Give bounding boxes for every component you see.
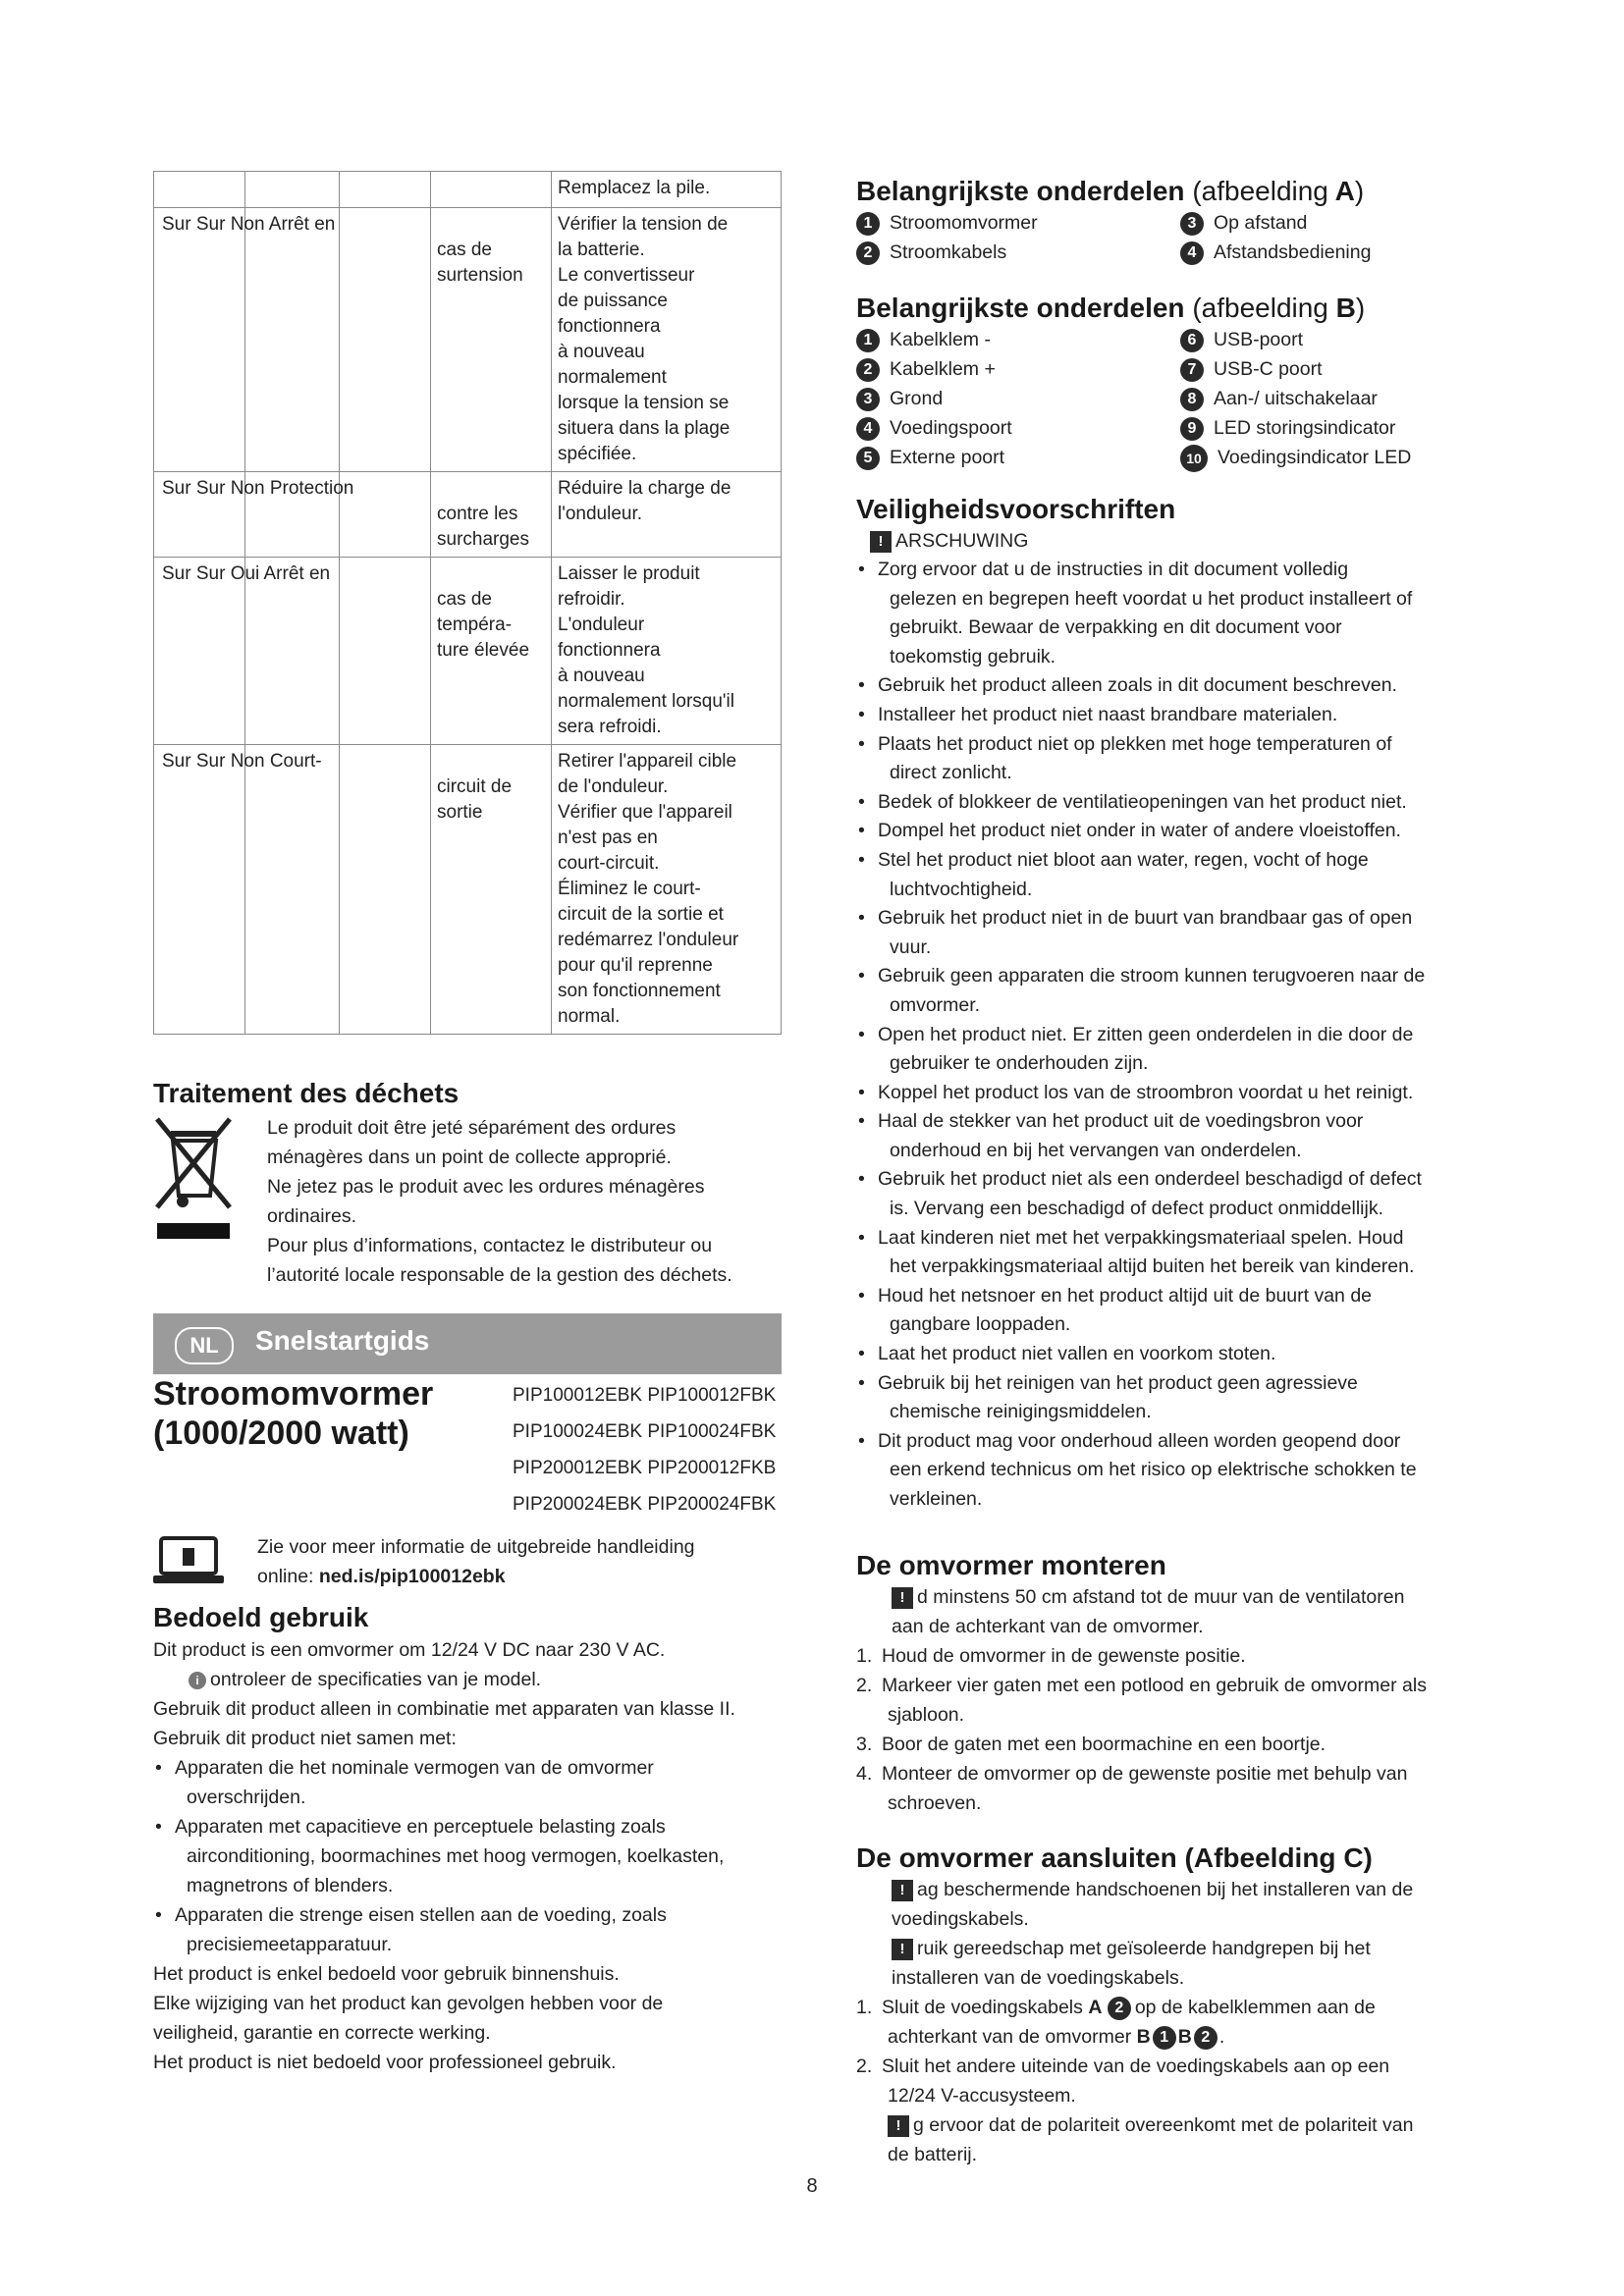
intended-use-title: Bedoeld gebruik (153, 1602, 369, 1632)
list-item: • Houd het netsnoer en het product altijd uit de buurt van de gangbare looppaden. (858, 1284, 1373, 1336)
list-item: 6 USB-poort (1180, 325, 1485, 354)
warning-icon: ! (892, 1587, 913, 1609)
parts-b-section (856, 292, 1485, 472)
safety-title: Veiligheidsvoorschriften (856, 494, 1176, 524)
callout-1-icon: 1 (1153, 2026, 1176, 2050)
list-item: • Gebruik het product alleen zoals in dit document beschreven. (858, 674, 1397, 697)
list-item: 3. Boor de gaten met een boormachine en een boortje. (856, 1734, 1326, 1755)
callout-2-icon: 2 (1194, 2026, 1218, 2050)
list-item: • Apparaten met capacitieve en perceptuele belasting zoals airconditioning, boormachines met hoog vermogen, koelkasten, magnetrons of blenders. (155, 1816, 725, 1896)
laptop-info-icon (153, 1536, 224, 1585)
parts-a-section (856, 175, 1485, 267)
list-item: 3 Op afstand (1180, 208, 1485, 238)
list-item: • Haal de stekker van het product uit de voedingsbron voor onderhoud en bij het vervangen van onderdelen. (858, 1110, 1364, 1161)
list-item: • Koppel het product los van de stroombron voordat u het reinigt. (858, 1081, 1414, 1103)
list-item: • Zorg ervoor dat u de instructies in dit document volledig gelezen en begrepen heeft voordat u het product installeert of gebruikt. Bewaar de verpakking en dit document voor toekomstig gebruik. (858, 559, 1413, 667)
waste-text: Le produit doit être jeté séparément des ordures ménagères dans un point de collecte approprié. Ne jetez pas le produit avec les ordures ménagères ordinaires. Pour plus d’informations, contactez le distributeur ou l’autorité locale responsable de la gestion des déchets. (267, 1117, 732, 1286)
wheelie-bin-crossed-icon (153, 1115, 236, 1243)
list-item: 1 Kabelklem - (856, 325, 1180, 354)
language-badge: NL (175, 1327, 234, 1364)
list-item: 1. Sluit de voedingskabels A 2 op de kabelklemmen aan de achterkant van de omvormer B 1 B 2 . (856, 1997, 1376, 2048)
waste-title: Traitement des déchets (153, 1078, 460, 1108)
table-cell-lead: Sur Sur Non Protection (162, 478, 354, 499)
page-number: 8 (806, 2175, 818, 2197)
waste-section (153, 1078, 459, 1109)
parts-b-title: Belangrijkste onderdelen (afbeelding B) (856, 293, 1366, 323)
section-banner (153, 1313, 782, 1374)
list-item: • Apparaten die het nominale vermogen van de omvormer overschrijden. (155, 1757, 654, 1808)
list-item: • Laat het product niet vallen en voorkom stoten. (858, 1343, 1276, 1365)
list-item: • Bedek of blokkeer de ventilatieopeningen van het product niet. (858, 790, 1407, 813)
list-item: 3 Grond (856, 384, 1180, 413)
banner-title: Snelstartgids (255, 1325, 430, 1356)
intended-use-section: Bedoeld gebruik Dit product is een omvormer om 12/24 V DC naar 230 V AC. i ontroleer de specificaties van je model. Gebruik dit product alleen in combinatie met apparaten van klasse II. Gebruik dit product niet samen met: • Apparaten die het nominale vermogen van de omvormer overschrijden. • Apparaten met capacitieve en perceptuele belasting zoals airconditioning, boormachines met hoog vermogen, koelkasten, magnetrons of blenders. • Apparaten die strenge eisen stellen aan de voeding, zoals precisiemeetapparatuur. Het product is enkel bedoeld voor gebruik binnenshuis. Elke wijziging van het product kan gevolgen hebben voor de veiligheid, garantie en correcte werking. Het product is niet bedoeld voor professioneel gebruik. (153, 1602, 782, 2077)
table-row (154, 208, 782, 472)
list-item: 7 USB-C poort (1180, 354, 1485, 384)
mount-title: De omvormer monteren (856, 1550, 1166, 1580)
parts-a-title: Belangrijkste onderdelen (afbeelding A) (856, 176, 1365, 206)
list-item: • Gebruik het product niet als een onderdeel beschadigd of defect is. Vervang een beschadigd of defect product onmiddellijk. (858, 1168, 1422, 1220)
list-item: 10 Voedingsindicator LED (1180, 443, 1485, 472)
parts-a-list (856, 208, 1485, 267)
list-item: • Stel het product niet bloot aan water, regen, vocht of hoge luchtvochtigheid. (858, 848, 1369, 900)
list-item: • Gebruik bij het reinigen van het product geen agressieve chemische reinigingsmiddelen. (858, 1371, 1358, 1423)
list-item: • Gebruik het product niet in de buurt van brandbaar gas of open vuur. (858, 907, 1413, 958)
list-item: 1 Stroomomvormer (856, 208, 1180, 238)
list-item: • Gebruik geen apparaten die stroom kunnen terugvoeren naar de omvormer. (858, 965, 1426, 1016)
list-item: 4 Voedingspoort (856, 413, 1180, 443)
warning-icon: ! (870, 531, 892, 553)
list-item: 9 LED storingsindicator (1180, 413, 1485, 443)
callout-2-icon: 2 (1108, 1997, 1131, 2020)
mount-section (856, 1549, 1485, 1818)
table-cell-condition: contre les surcharges (431, 472, 552, 558)
manual-link[interactable]: ned.is/pip100012ebk (318, 1566, 506, 1587)
table-cell-lead: Sur Sur Non Court- (162, 751, 322, 772)
mount-note: ! d minstens 50 cm afstand tot de muur van de ventilatoren aan de achterkant van de omvormer. (892, 1586, 1405, 1637)
table-cell-solution: Vérifier la tension de la batterie. Le convertisseur de puissance fonctionnera à nouveau normalement lorsque la tension se situera dans la plage spécifiée. (552, 208, 782, 472)
table-cell-solution: Retirer l'appareil cible de l'onduleur. Vérifier que l'appareil n'est pas en court-circuit. Éliminez le court- circuit de la sortie et redémarrez l'onduleur pour qu'il reprenne son fonctionnement normal. (552, 745, 782, 1035)
list-item: 4. Monteer de omvormer op de gewenste positie met behulp van schroeven. (856, 1763, 1408, 1814)
table-row (154, 172, 782, 208)
info-text: Zie voor meer informatie de uitgebreide handleiding online: ned.is/pip100012ebk (257, 1536, 695, 1587)
list-item: • Open het product niet. Er zitten geen onderdelen in die door de gebruiker te onderhouden zijn. (858, 1023, 1414, 1075)
list-item: • Dit product mag voor onderhoud alleen worden geopend door een erkend technicus om het risico op elektrische schokken te verkleinen. (858, 1429, 1417, 1510)
table-row (154, 745, 782, 1035)
table-cell-lead: Sur Sur Oui Arrêt en (162, 563, 331, 584)
list-item: 2. Markeer vier gaten met een potlood en gebruik de omvormer als sjabloon. (856, 1675, 1427, 1726)
list-item: 1. Houd de omvormer in de gewenste positie. (856, 1645, 1246, 1667)
troubleshooting-table (153, 171, 782, 1035)
list-item: • Laat kinderen niet met het verpakkingsmateriaal spelen. Houd het verpakkingsmateriaal altijd buiten het bereik van kinderen. (858, 1226, 1415, 1278)
table-cell-solution: Réduire la charge de l'onduleur. (552, 472, 782, 558)
list-item: • Installeer het product niet naast brandbare materialen. (858, 703, 1338, 725)
warning-icon: ! (888, 2115, 909, 2137)
safety-section (856, 493, 1485, 1515)
list-item: • Apparaten die strenge eisen stellen aan de voeding, zoals precisiemeetapparatuur. (155, 1904, 667, 1955)
table-cell-solution: Laisser le produit refroidir. L'onduleur fonctionnera à nouveau normalement lorsqu'il sera refroidi. (552, 558, 782, 745)
table-cell-lead: Sur Sur Non Arrêt en (162, 214, 336, 235)
warning-icon: ! (892, 1880, 913, 1901)
list-item: 2. Sluit het andere uiteinde van de voedingskabels aan op een 12/24 V-accusysteem. ! g ervoor dat de polariteit overeenkomt met de polariteit van de batterij. (856, 2056, 1414, 2165)
table-cell-condition: circuit de sortie (431, 745, 552, 1035)
table-cell-condition: cas de surtension (431, 208, 552, 472)
table-cell: Remplacez la pile. (552, 172, 782, 208)
list-item: 5 Externe poort (856, 443, 1180, 472)
list-item: • Plaats het product niet op plekken met hoge temperaturen of direct zonlicht. (858, 732, 1392, 784)
list-item: 2 Stroomkabels (856, 238, 1180, 267)
list-item: 4 Afstandsbediening (1180, 238, 1485, 267)
table-row (154, 558, 782, 745)
list-item: • Dompel het product niet onder in water of andere vloeistoffen. (858, 820, 1401, 842)
info-icon: i (189, 1672, 206, 1689)
list-item: 2 Kabelklem + (856, 354, 1180, 384)
list-item: 8 Aan-/ uitschakelaar (1180, 384, 1485, 413)
table-cell-condition: cas de tempéra- ture élevée (431, 558, 552, 745)
connect-title: De omvormer aansluiten (Afbeelding C) (856, 1842, 1373, 1873)
warning-icon: ! (892, 1939, 913, 1960)
model-list: PIP100012EBK PIP100012FBK PIP100024EBK PIP100024FBK PIP200012EBK PIP200012FKB PIP200024EBK PIP200024FBK (513, 1385, 777, 1515)
table-row (154, 472, 782, 558)
parts-b-list (856, 325, 1485, 472)
warning-label: ! ARSCHUWING (856, 526, 1485, 556)
connect-section: De omvormer aansluiten (Afbeelding C) ! ag beschermende handschoenen bij het installeren van de voedingskabels. ! ruik gereedschap met geïsoleerde handgrepen bij het installeren van de voedingskabels. 1. Sluit de voedingskabels A 2 op de kabelklemmen aan de achterkant van de omvormer B 1 B 2 . 2. Sluit het andere uiteinde van de voedingskabels aan op een 12/24 V-accusysteem. ! g ervoor dat de polariteit overeenkomt met de polariteit van de batterij. (856, 1842, 1485, 2169)
product-title: Stroomomvormer (1000/2000 watt) (153, 1375, 434, 1452)
